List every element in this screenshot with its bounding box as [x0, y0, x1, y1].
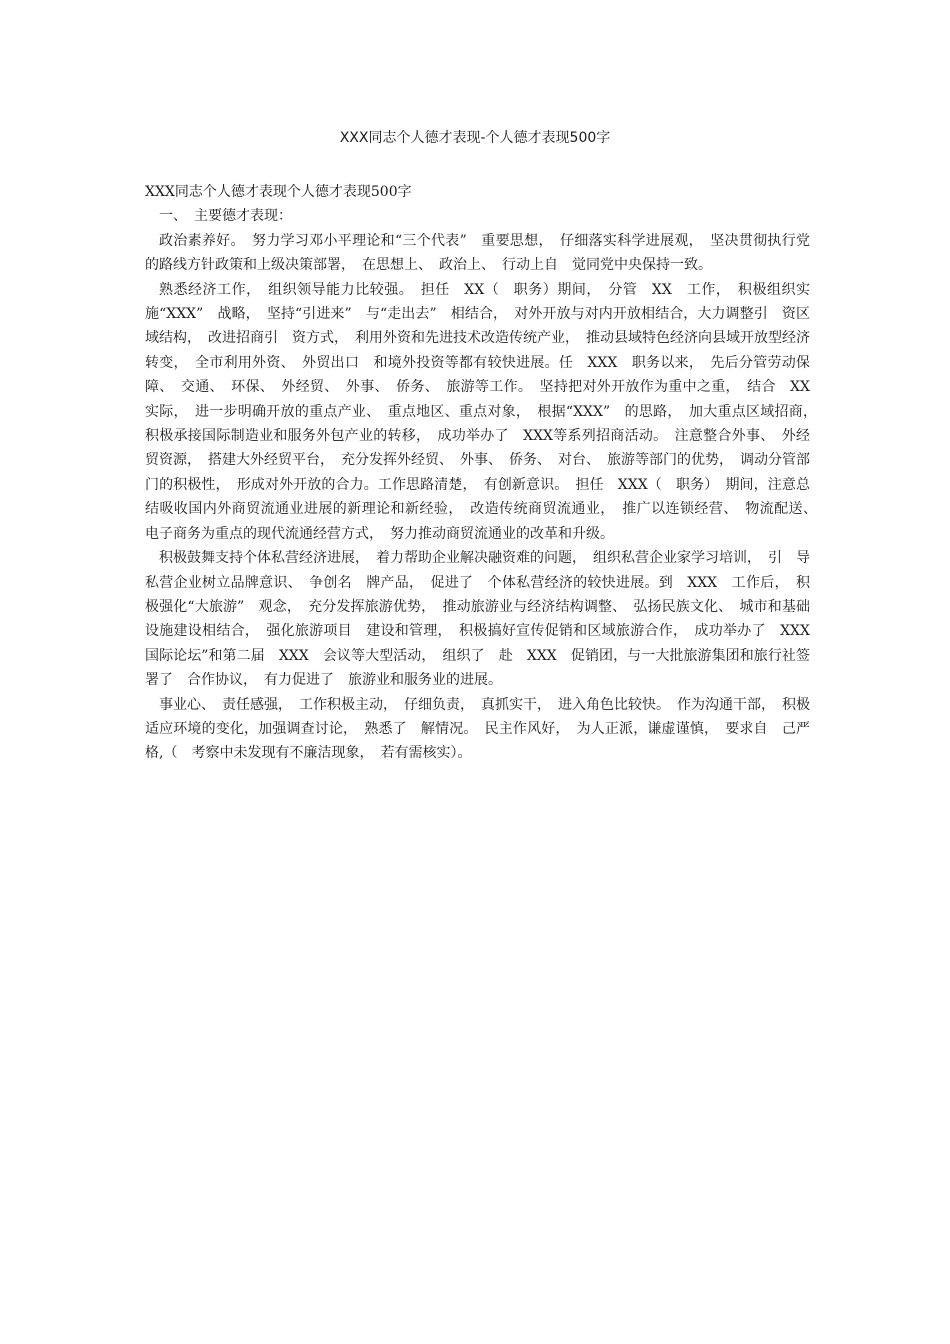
document-body [145, 180, 824, 766]
document-subtitle: XXX同志个人德才表现个人德才表现500字 [145, 184, 412, 200]
document-title: XXX同志个人德才表现-个人德才表现500字 [339, 130, 611, 146]
section-heading: 一、 主要德才表现： [159, 208, 292, 225]
paragraph-work-style: 事业心、 责任感强， 工作积极主动， 仔细负责， 真抓实干， 进入角色比较快。 作为沟通干部， 积极适应环境的变化，加强调查讨论， 熟悉了 解情况。 民主作风好， 为人正派，谦虚谨慎， 要求自 己严格,（ 考察中未发现有不廉洁现象， 若有需核实）。 [145, 696, 810, 762]
paragraph-private-economy: 积极鼓舞支持个体私营经济进展， 着力帮助企业解决融资难的问题， 组织私营企业家学习培训， 引 导私营企业树立品牌意识、 争创名 牌产品， 促进了 个体私营经济的较快进展。到 XXX 工作后， 积极强化“大旅游” 观念， 充分发挥旅游优势， 推动旅游业与经济结构调整、 弘扬民族文化、 城市和基础设施建设相结合， 强化旅游项目 建设和管理， 积极搞好宣传促销和区域旅游合作， 成功举办了 XXX 国际论坛”和第二届 XXX 会议等大型活动， 组织了 赴 XXX 促销团，与一大批旅游集团和旅行社签署了 合作协议， 有力促进了 旅游业和服务业的进展。 [145, 550, 824, 689]
paragraph-economic: 熟悉经济工作， 组织领导能力比较强。 担任 XX（ 职务）期间， 分管 XX 工作， 积极组织实施“XXX” 战略， 坚持“引进来” 与“走出去” 相结合， 对外开放与对内开放相结合，大力调整引 资区域结构， 改进招商引 资方式， 利用外资和先进技术改造传统产业， 推动县域特色经济向县域开放型经济转变， 全市利用外资、 外贸出口 和境外投资等都有较快进展。任 XXX 职务以来， 先后分管劳动保障、 交通、 环保、 外经贸、 外事、 侨务、 旅游等工作。 坚持把对外开放作为重中之重， 结合 XX 实际， 进一步明确开放的重点产业、 重点地区、重点对象， 根据“XXX” 的思路， 加大重点区域招商， 积极承接国际制造业和服务外包产业的转移， 成功举办了 XXX等系列招商活动。 注意整合外事、 外经贸资源， 搭建大外经贸平台， 充分发挥外经贸、 外事、 侨务、 对台、 旅游等部门的优势， 调动分管部门的积极性， 形成对外开放的合力。工作思路清楚， 有创新意识。 担任 XXX（ 职务） 期间，注意总结吸收国内外商贸流通业进展的新理论和新经验， 改造传统商贸流通业， 推广以连锁经营、 物流配送、 电子商务为重点的现代流通经营方式， 努力推动商贸流通业的改革和升级。 [145, 281, 824, 542]
paragraph-political: 政治素养好。 努力学习邓小平理论和“三个代表” 重要思想， 仔细落实科学进展观， 坚决贯彻执行党的路线方针政策和上级决策部署， 在思想上、 政治上、 行动上自 觉同党中央保持一致。 [145, 232, 810, 274]
